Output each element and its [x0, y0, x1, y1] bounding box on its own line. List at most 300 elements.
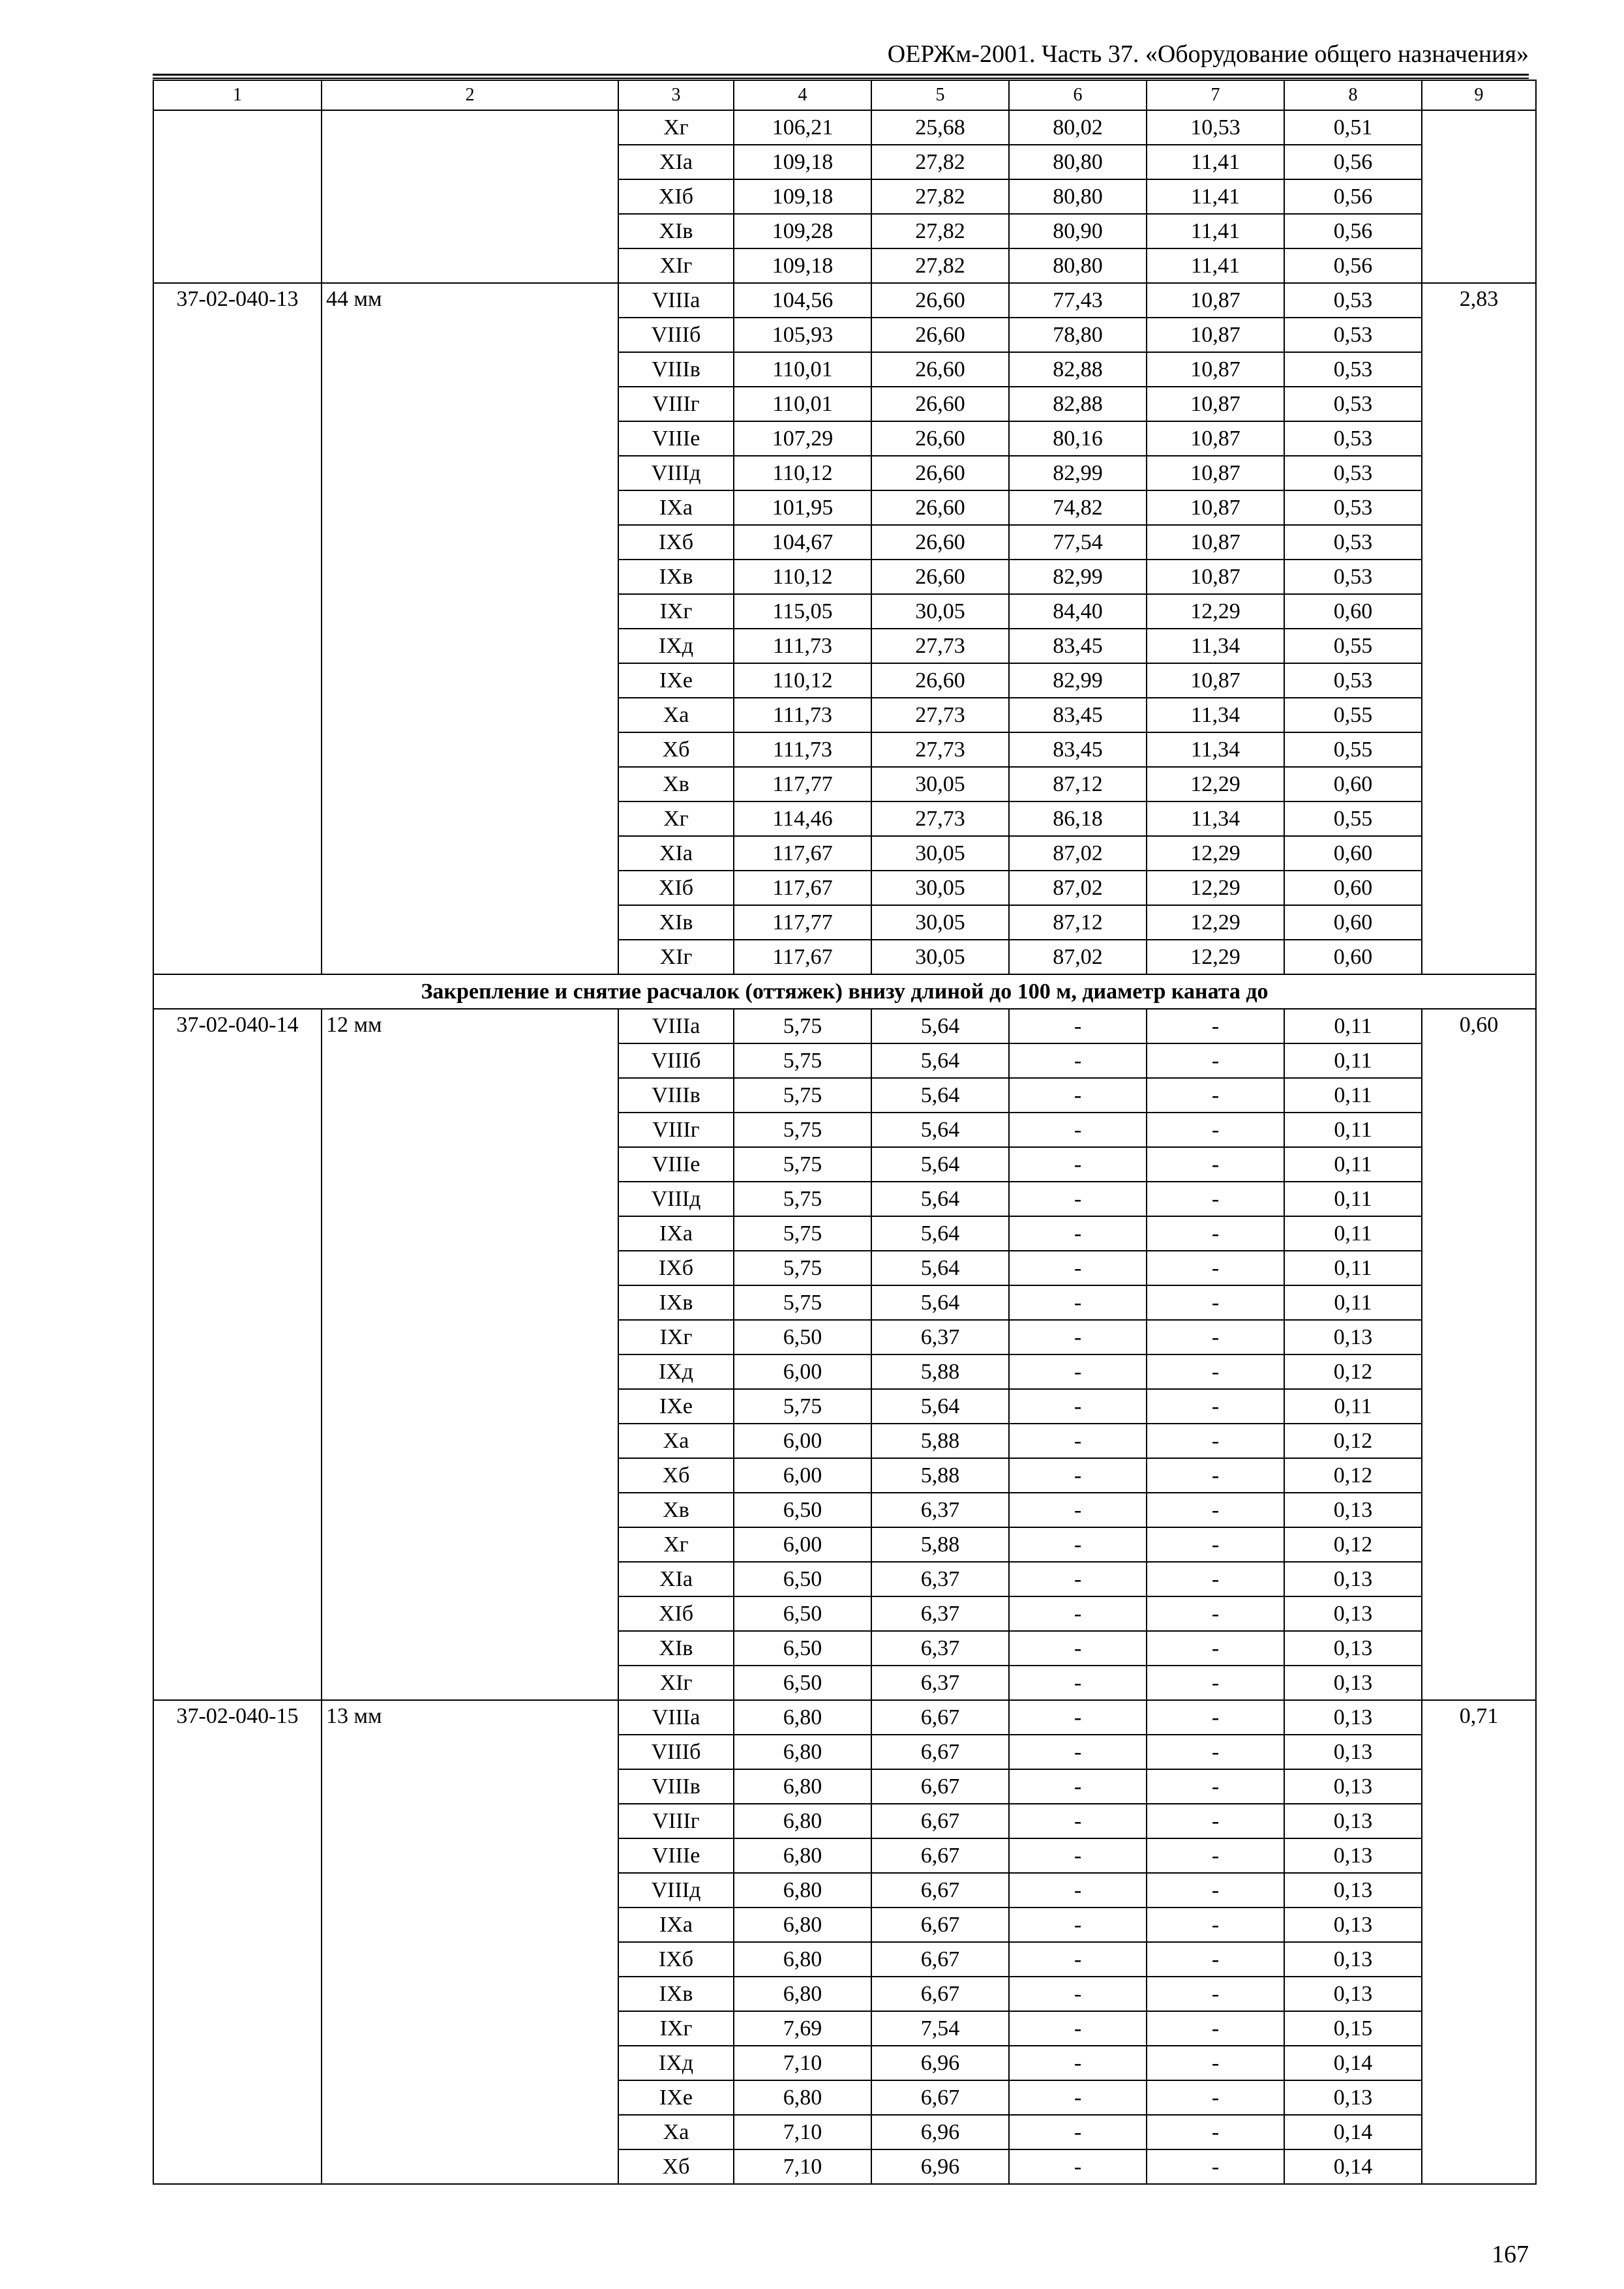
total-cost: 106,21: [734, 110, 871, 145]
machine-cost: -: [1009, 1838, 1147, 1873]
machine-cost: -: [1009, 1113, 1147, 1147]
labor-cost: 6,67: [871, 1838, 1009, 1873]
materials-cost: 0,13: [1284, 1700, 1422, 1735]
machine-cost: 82,99: [1009, 456, 1147, 490]
region-code: IXг: [618, 1320, 734, 1354]
materials-cost: 0,13: [1284, 1631, 1422, 1666]
operator-wage: -: [1147, 1285, 1284, 1320]
labor-cost: 6,96: [871, 2115, 1009, 2149]
operator-wage: 10,87: [1147, 490, 1284, 525]
machine-cost: 87,12: [1009, 905, 1147, 940]
materials-cost: 0,56: [1284, 145, 1422, 179]
total-cost: 5,75: [734, 1182, 871, 1216]
region-code: VIIIг: [618, 1804, 734, 1838]
rates-table: [153, 80, 1537, 2185]
operator-wage: -: [1147, 1113, 1284, 1147]
machine-cost: 80,80: [1009, 179, 1147, 214]
machine-cost: 77,43: [1009, 283, 1147, 318]
operator-wage: -: [1147, 1942, 1284, 1977]
labor-cost: 6,96: [871, 2149, 1009, 2184]
machine-cost: -: [1009, 1285, 1147, 1320]
machine-cost: 77,54: [1009, 525, 1147, 560]
rate-description: 12 мм: [322, 1009, 618, 1700]
materials-cost: 0,15: [1284, 2011, 1422, 2046]
materials-cost: 0,55: [1284, 629, 1422, 663]
operator-wage: -: [1147, 2011, 1284, 2046]
machine-cost: 78,80: [1009, 318, 1147, 352]
labor-hours-total: 2,83: [1422, 283, 1536, 974]
labor-cost: 6,37: [871, 1596, 1009, 1631]
column-number: 3: [618, 80, 734, 110]
column-number: 9: [1422, 80, 1536, 110]
operator-wage: -: [1147, 1804, 1284, 1838]
rate-description: 13 мм: [322, 1700, 618, 2184]
machine-cost: -: [1009, 1043, 1147, 1078]
machine-cost: -: [1009, 2080, 1147, 2115]
region-code: IXа: [618, 1908, 734, 1942]
materials-cost: 0,12: [1284, 1458, 1422, 1493]
materials-cost: 0,13: [1284, 1942, 1422, 1977]
region-code: Xб: [618, 732, 734, 767]
table-row: [153, 283, 1536, 318]
region-code: IXа: [618, 490, 734, 525]
operator-wage: -: [1147, 1009, 1284, 1043]
operator-wage: 11,34: [1147, 801, 1284, 836]
total-cost: 5,75: [734, 1113, 871, 1147]
labor-cost: 26,60: [871, 421, 1009, 456]
operator-wage: 11,41: [1147, 179, 1284, 214]
labor-cost: 6,37: [871, 1666, 1009, 1700]
region-code: IXа: [618, 1216, 734, 1251]
total-cost: 6,00: [734, 1424, 871, 1458]
machine-cost: 84,40: [1009, 594, 1147, 629]
total-cost: 104,56: [734, 283, 871, 318]
operator-wage: 10,87: [1147, 525, 1284, 560]
operator-wage: -: [1147, 1908, 1284, 1942]
labor-cost: 6,67: [871, 1942, 1009, 1977]
operator-wage: -: [1147, 1424, 1284, 1458]
machine-cost: -: [1009, 1666, 1147, 1700]
operator-wage: 10,53: [1147, 110, 1284, 145]
section-heading-row: [153, 974, 1536, 1009]
region-code: XIв: [618, 214, 734, 248]
machine-cost: 83,45: [1009, 732, 1147, 767]
operator-wage: -: [1147, 1043, 1284, 1078]
machine-cost: -: [1009, 1700, 1147, 1735]
materials-cost: 0,60: [1284, 871, 1422, 905]
machine-cost: -: [1009, 1631, 1147, 1666]
operator-wage: -: [1147, 2080, 1284, 2115]
materials-cost: 0,12: [1284, 1354, 1422, 1389]
labor-cost: 6,67: [871, 1769, 1009, 1804]
machine-cost: -: [1009, 2046, 1147, 2080]
materials-cost: 0,53: [1284, 490, 1422, 525]
operator-wage: 12,29: [1147, 940, 1284, 974]
labor-cost: 26,60: [871, 352, 1009, 387]
materials-cost: 0,53: [1284, 387, 1422, 421]
rate-code: [153, 110, 322, 283]
labor-cost: 27,82: [871, 248, 1009, 283]
total-cost: 110,12: [734, 456, 871, 490]
labor-cost: 5,88: [871, 1424, 1009, 1458]
labor-cost: 5,64: [871, 1113, 1009, 1147]
operator-wage: -: [1147, 1458, 1284, 1493]
machine-cost: 83,45: [1009, 629, 1147, 663]
operator-wage: 12,29: [1147, 767, 1284, 801]
materials-cost: 0,11: [1284, 1147, 1422, 1182]
total-cost: 6,50: [734, 1493, 871, 1527]
region-code: XIа: [618, 836, 734, 871]
operator-wage: 12,29: [1147, 905, 1284, 940]
region-code: Xг: [618, 801, 734, 836]
materials-cost: 0,11: [1284, 1113, 1422, 1147]
machine-cost: -: [1009, 1873, 1147, 1908]
region-code: IXб: [618, 525, 734, 560]
total-cost: 6,80: [734, 1804, 871, 1838]
operator-wage: -: [1147, 1873, 1284, 1908]
total-cost: 5,75: [734, 1251, 871, 1285]
region-code: XIа: [618, 145, 734, 179]
materials-cost: 0,13: [1284, 1320, 1422, 1354]
page-header-title: ОЕРЖм-2001. Часть 37. «Оборудование общего назначения»: [887, 40, 1529, 68]
total-cost: 111,73: [734, 629, 871, 663]
region-code: IXг: [618, 594, 734, 629]
labor-hours-total: 0,60: [1422, 1009, 1536, 1700]
labor-cost: 6,67: [871, 1804, 1009, 1838]
total-cost: 111,73: [734, 698, 871, 732]
rate-code: 37-02-040-15: [153, 1700, 322, 2184]
region-code: Xа: [618, 698, 734, 732]
total-cost: 6,80: [734, 1838, 871, 1873]
labor-cost: 26,60: [871, 490, 1009, 525]
total-cost: 6,80: [734, 1942, 871, 1977]
table-body: [153, 80, 1536, 2184]
region-code: Xа: [618, 1424, 734, 1458]
operator-wage: -: [1147, 1562, 1284, 1596]
total-cost: 104,67: [734, 525, 871, 560]
total-cost: 5,75: [734, 1216, 871, 1251]
machine-cost: -: [1009, 1769, 1147, 1804]
materials-cost: 0,11: [1284, 1182, 1422, 1216]
labor-cost: 6,37: [871, 1562, 1009, 1596]
operator-wage: 11,41: [1147, 214, 1284, 248]
materials-cost: 0,13: [1284, 1666, 1422, 1700]
labor-cost: 5,64: [871, 1182, 1009, 1216]
machine-cost: -: [1009, 1596, 1147, 1631]
total-cost: 109,28: [734, 214, 871, 248]
region-code: VIIIг: [618, 387, 734, 421]
total-cost: 6,50: [734, 1320, 871, 1354]
materials-cost: 0,13: [1284, 1804, 1422, 1838]
total-cost: 6,50: [734, 1631, 871, 1666]
materials-cost: 0,11: [1284, 1285, 1422, 1320]
region-code: IXб: [618, 1251, 734, 1285]
machine-cost: -: [1009, 1942, 1147, 1977]
labor-cost: 6,67: [871, 2080, 1009, 2115]
region-code: VIIIд: [618, 1182, 734, 1216]
materials-cost: 0,56: [1284, 214, 1422, 248]
region-code: VIIIа: [618, 283, 734, 318]
operator-wage: 10,87: [1147, 663, 1284, 698]
region-code: XIб: [618, 1596, 734, 1631]
labor-cost: 6,67: [871, 1700, 1009, 1735]
region-code: Xа: [618, 2115, 734, 2149]
region-code: XIг: [618, 1666, 734, 1700]
total-cost: 110,12: [734, 560, 871, 594]
machine-cost: -: [1009, 1354, 1147, 1389]
region-code: IXв: [618, 1285, 734, 1320]
operator-wage: -: [1147, 1078, 1284, 1113]
operator-wage: 11,34: [1147, 732, 1284, 767]
labor-hours-total: [1422, 110, 1536, 283]
total-cost: 117,77: [734, 767, 871, 801]
operator-wage: -: [1147, 1147, 1284, 1182]
total-cost: 7,10: [734, 2149, 871, 2184]
total-cost: 6,00: [734, 1527, 871, 1562]
labor-cost: 6,37: [871, 1320, 1009, 1354]
region-code: IXб: [618, 1942, 734, 1977]
total-cost: 110,12: [734, 663, 871, 698]
region-code: Xв: [618, 1493, 734, 1527]
labor-cost: 26,60: [871, 456, 1009, 490]
machine-cost: -: [1009, 1251, 1147, 1285]
operator-wage: -: [1147, 2115, 1284, 2149]
machine-cost: -: [1009, 1493, 1147, 1527]
region-code: Xб: [618, 2149, 734, 2184]
operator-wage: -: [1147, 2149, 1284, 2184]
labor-cost: 30,05: [871, 594, 1009, 629]
materials-cost: 0,56: [1284, 248, 1422, 283]
table-row: [153, 1009, 1536, 1043]
machine-cost: 80,16: [1009, 421, 1147, 456]
labor-cost: 30,05: [871, 905, 1009, 940]
machine-cost: -: [1009, 1977, 1147, 2011]
region-code: XIв: [618, 905, 734, 940]
operator-wage: 10,87: [1147, 283, 1284, 318]
labor-cost: 5,64: [871, 1078, 1009, 1113]
region-code: IXе: [618, 2080, 734, 2115]
header-rule: [153, 74, 1529, 76]
operator-wage: -: [1147, 1354, 1284, 1389]
materials-cost: 0,14: [1284, 2149, 1422, 2184]
operator-wage: 11,41: [1147, 145, 1284, 179]
region-code: VIIIе: [618, 1147, 734, 1182]
region-code: VIIIе: [618, 421, 734, 456]
operator-wage: -: [1147, 1182, 1284, 1216]
labor-cost: 5,64: [871, 1147, 1009, 1182]
region-code: IXе: [618, 1389, 734, 1424]
region-code: XIб: [618, 871, 734, 905]
labor-cost: 26,60: [871, 283, 1009, 318]
operator-wage: 10,87: [1147, 421, 1284, 456]
region-code: VIIIв: [618, 1769, 734, 1804]
machine-cost: -: [1009, 2149, 1147, 2184]
materials-cost: 0,13: [1284, 1493, 1422, 1527]
total-cost: 5,75: [734, 1078, 871, 1113]
operator-wage: -: [1147, 1389, 1284, 1424]
region-code: Xв: [618, 767, 734, 801]
machine-cost: 87,02: [1009, 940, 1147, 974]
region-code: IXг: [618, 2011, 734, 2046]
machine-cost: 82,88: [1009, 387, 1147, 421]
region-code: IXв: [618, 560, 734, 594]
machine-cost: -: [1009, 2011, 1147, 2046]
rate-description: 44 мм: [322, 283, 618, 974]
labor-cost: 5,88: [871, 1354, 1009, 1389]
region-code: IXе: [618, 663, 734, 698]
region-code: Xб: [618, 1458, 734, 1493]
machine-cost: 80,80: [1009, 145, 1147, 179]
machine-cost: -: [1009, 1804, 1147, 1838]
labor-cost: 27,73: [871, 732, 1009, 767]
region-code: XIб: [618, 179, 734, 214]
materials-cost: 0,60: [1284, 905, 1422, 940]
column-number: 6: [1009, 80, 1147, 110]
machine-cost: 74,82: [1009, 490, 1147, 525]
machine-cost: -: [1009, 1182, 1147, 1216]
operator-wage: -: [1147, 1735, 1284, 1769]
total-cost: 5,75: [734, 1285, 871, 1320]
materials-cost: 0,13: [1284, 1769, 1422, 1804]
machine-cost: -: [1009, 1562, 1147, 1596]
labor-cost: 27,73: [871, 629, 1009, 663]
total-cost: 6,50: [734, 1666, 871, 1700]
column-number-row: [153, 80, 1536, 110]
materials-cost: 0,13: [1284, 1908, 1422, 1942]
total-cost: 6,80: [734, 1769, 871, 1804]
machine-cost: -: [1009, 1216, 1147, 1251]
region-code: VIIIб: [618, 1735, 734, 1769]
machine-cost: 87,02: [1009, 836, 1147, 871]
operator-wage: 12,29: [1147, 836, 1284, 871]
materials-cost: 0,53: [1284, 421, 1422, 456]
labor-cost: 5,88: [871, 1458, 1009, 1493]
machine-cost: -: [1009, 1147, 1147, 1182]
page-number: 167: [1492, 2241, 1529, 2268]
materials-cost: 0,12: [1284, 1527, 1422, 1562]
operator-wage: -: [1147, 1493, 1284, 1527]
total-cost: 6,50: [734, 1562, 871, 1596]
region-code: VIIIг: [618, 1113, 734, 1147]
table-row: [153, 1700, 1536, 1735]
region-code: VIIIв: [618, 1078, 734, 1113]
region-code: VIIIд: [618, 1873, 734, 1908]
machine-cost: -: [1009, 1908, 1147, 1942]
region-code: VIIIа: [618, 1700, 734, 1735]
labor-cost: 6,96: [871, 2046, 1009, 2080]
total-cost: 5,75: [734, 1009, 871, 1043]
operator-wage: 10,87: [1147, 352, 1284, 387]
operator-wage: 11,41: [1147, 248, 1284, 283]
machine-cost: 87,12: [1009, 767, 1147, 801]
labor-cost: 26,60: [871, 318, 1009, 352]
machine-cost: -: [1009, 1527, 1147, 1562]
labor-cost: 7,54: [871, 2011, 1009, 2046]
labor-cost: 6,67: [871, 1977, 1009, 2011]
materials-cost: 0,13: [1284, 1596, 1422, 1631]
labor-cost: 27,73: [871, 801, 1009, 836]
operator-wage: 10,87: [1147, 387, 1284, 421]
table-row: [153, 110, 1536, 145]
rate-description: [322, 110, 618, 283]
operator-wage: -: [1147, 1838, 1284, 1873]
labor-cost: 26,60: [871, 387, 1009, 421]
machine-cost: -: [1009, 2115, 1147, 2149]
region-code: VIIIб: [618, 318, 734, 352]
materials-cost: 0,51: [1284, 110, 1422, 145]
materials-cost: 0,55: [1284, 801, 1422, 836]
total-cost: 5,75: [734, 1043, 871, 1078]
operator-wage: -: [1147, 1769, 1284, 1804]
machine-cost: 82,88: [1009, 352, 1147, 387]
total-cost: 109,18: [734, 179, 871, 214]
materials-cost: 0,53: [1284, 663, 1422, 698]
materials-cost: 0,53: [1284, 456, 1422, 490]
operator-wage: -: [1147, 1666, 1284, 1700]
total-cost: 6,00: [734, 1458, 871, 1493]
region-code: XIг: [618, 248, 734, 283]
labor-cost: 27,82: [871, 179, 1009, 214]
machine-cost: 80,02: [1009, 110, 1147, 145]
operator-wage: -: [1147, 1700, 1284, 1735]
machine-cost: 86,18: [1009, 801, 1147, 836]
rate-code: 37-02-040-13: [153, 283, 322, 974]
labor-hours-total: 0,71: [1422, 1700, 1536, 2184]
operator-wage: -: [1147, 1216, 1284, 1251]
region-code: IXд: [618, 629, 734, 663]
materials-cost: 0,11: [1284, 1009, 1422, 1043]
labor-cost: 25,68: [871, 110, 1009, 145]
region-code: IXв: [618, 1977, 734, 2011]
materials-cost: 0,13: [1284, 1977, 1422, 2011]
total-cost: 117,77: [734, 905, 871, 940]
machine-cost: 83,45: [1009, 698, 1147, 732]
labor-cost: 30,05: [871, 836, 1009, 871]
labor-cost: 6,67: [871, 1873, 1009, 1908]
total-cost: 117,67: [734, 940, 871, 974]
column-number: 5: [871, 80, 1009, 110]
total-cost: 110,01: [734, 387, 871, 421]
materials-cost: 0,60: [1284, 767, 1422, 801]
materials-cost: 0,12: [1284, 1424, 1422, 1458]
machine-cost: -: [1009, 1735, 1147, 1769]
region-code: Xг: [618, 110, 734, 145]
materials-cost: 0,14: [1284, 2115, 1422, 2149]
operator-wage: 10,87: [1147, 456, 1284, 490]
column-number: 4: [734, 80, 871, 110]
region-code: XIа: [618, 1562, 734, 1596]
machine-cost: -: [1009, 1009, 1147, 1043]
operator-wage: 11,34: [1147, 698, 1284, 732]
labor-cost: 26,60: [871, 525, 1009, 560]
total-cost: 5,75: [734, 1147, 871, 1182]
labor-cost: 5,64: [871, 1216, 1009, 1251]
total-cost: 5,75: [734, 1389, 871, 1424]
operator-wage: -: [1147, 1977, 1284, 2011]
region-code: VIIIв: [618, 352, 734, 387]
total-cost: 109,18: [734, 145, 871, 179]
materials-cost: 0,11: [1284, 1216, 1422, 1251]
total-cost: 117,67: [734, 836, 871, 871]
total-cost: 6,80: [734, 2080, 871, 2115]
region-code: VIIIд: [618, 456, 734, 490]
labor-cost: 6,67: [871, 1735, 1009, 1769]
labor-cost: 30,05: [871, 871, 1009, 905]
labor-cost: 27,82: [871, 214, 1009, 248]
region-code: IXд: [618, 1354, 734, 1389]
labor-cost: 27,82: [871, 145, 1009, 179]
total-cost: 107,29: [734, 421, 871, 456]
